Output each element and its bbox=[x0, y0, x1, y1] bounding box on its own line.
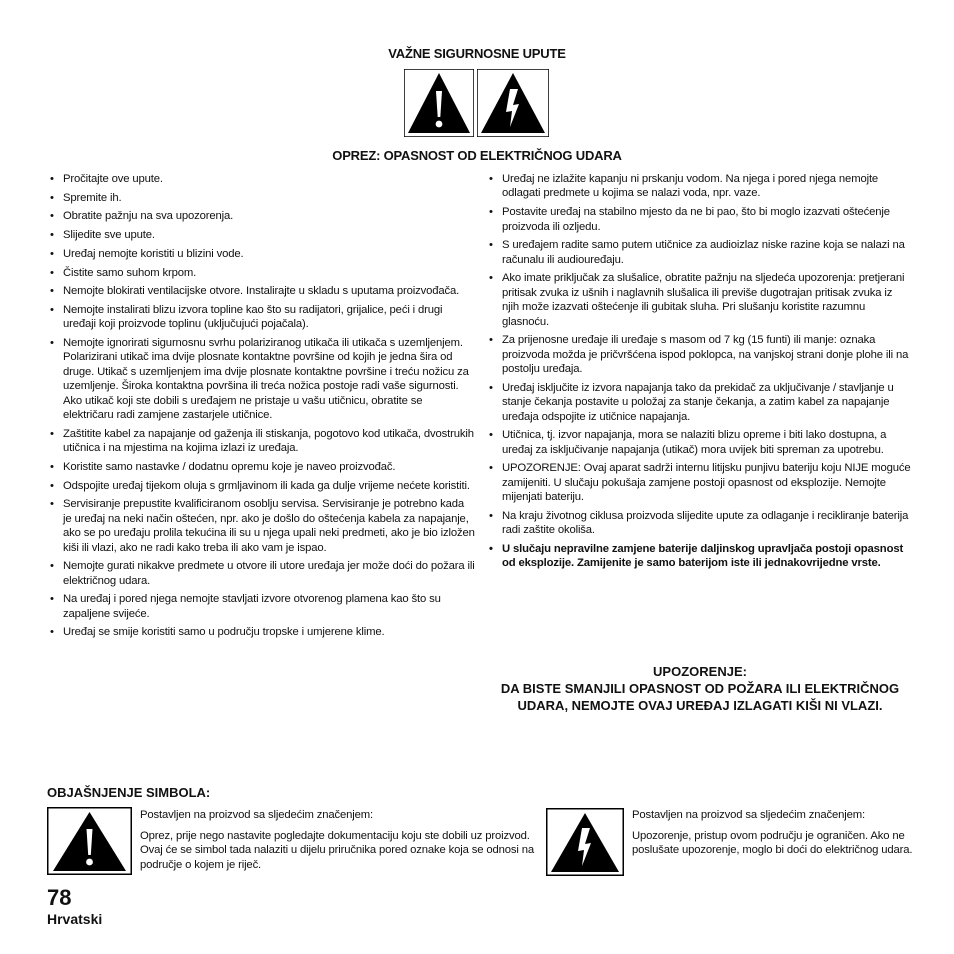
list-item: • U slučaju nepravilne zamjene baterije daljinskog upravljača postoji opasnost od eksplozije. Zamijenite je samo baterijom iste ili jednakovrijedne vrste. bbox=[489, 542, 911, 571]
list-item: • Pročitajte ove upute. bbox=[50, 172, 475, 186]
list-item: • Uređaj isključite iz izvora napajanja tako da prekidač za uključivanje / stavljanje u stanje čekanja postavite u položaj za stanje čekanja, a zatim kabel za napajanje uređaja odspojite iz utičnice napajanja. bbox=[489, 381, 911, 424]
warning-text: DA BISTE SMANJILI OPASNOST OD POŽARA ILI ELEKTRIČNOG UDARA, NEMOJTE OVAJ UREĐAJ IZLAGATI KIŠI NI VLAZI. bbox=[500, 681, 900, 713]
list-item: • Za prijenosne uređaje ili uređaje s masom od 7 kg (15 funti) ili manje: oznaka proizvoda možda je pričvršćena ispod poklopca, na vanjskoj strani donje plohe ili na postolju uređaja. bbox=[489, 333, 911, 376]
lightning-intro: Postavljen na proizvod sa sljedećim značenjem: bbox=[632, 809, 865, 821]
list-item: • Na uređaj i pored njega nemojte stavljati izvore otvorenog plamena kao što su zapaljene svijeće. bbox=[50, 592, 475, 621]
lightning-warning-icon bbox=[477, 69, 549, 142]
list-item: • Nemojte blokirati ventilacijske otvore. Instalirajte u skladu s uputama proizvođača. bbox=[50, 284, 475, 298]
exclamation-explanation bbox=[140, 808, 540, 878]
list-item: • Koristite samo nastavke / dodatnu opremu koje je naveo proizvođač. bbox=[50, 460, 475, 474]
safety-list-left bbox=[50, 172, 475, 644]
lightning-warning-icon bbox=[546, 808, 624, 881]
list-item: • Uređaj se smije koristiti samo u području tropske i umjerene klime. bbox=[50, 625, 475, 639]
symbols-heading: OBJAŠNJENJE SIMBOLA: bbox=[47, 785, 211, 800]
list-item: • Uređaj nemojte koristiti u blizini vode. bbox=[50, 247, 475, 261]
page-title: VAŽNE SIGURNOSNE UPUTE bbox=[388, 46, 566, 61]
warning-label: UPOZORENJE: bbox=[653, 664, 747, 679]
exclamation-warning-icon bbox=[47, 807, 132, 880]
list-item: • Čistite samo suhom krpom. bbox=[50, 266, 475, 280]
list-item: • Ako imate priključak za slušalice, obratite pažnju na sljedeća upozorenja: pretjerani pritisak zvuka iz ušnih i naglavnih slušalica ili previše dugotrajan pritisak zvuka iz njih može izazvati oštećenje ili gubitak sluha. Pri slušanju koristite razumnu glasnoću. bbox=[489, 271, 911, 329]
page-number: 78 bbox=[47, 885, 72, 910]
caution-heading: OPREZ: OPASNOST OD ELEKTRIČNOG UDARA bbox=[332, 148, 622, 163]
list-item: • S uređajem radite samo putem utičnice za audioizlaz niske razine koja se nalazi na računalu ili audiouređaju. bbox=[489, 238, 911, 267]
list-item: • Slijedite sve upute. bbox=[50, 228, 475, 242]
list-item: • Nemojte ignorirati sigurnosnu svrhu polariziranog utikača ili utikača s uzemljenjem. Polarizirani utikač ima dvije plosnate kontaktne površine od kojih je jedna šira od druge. Utikač s uzemljenjem ima dvije plosnate kontaktne površine i treću nožicu za uzemljenje. Široka kontaktna površina ili treća nožica postoje radi vaše sigurnosti. Ako utikač koji ste dobili s uređajem ne pristaje u vašu utičnicu, obratite se električaru radi zamjene zastarjele utičnice. bbox=[50, 336, 475, 422]
list-item: • Spremite ih. bbox=[50, 191, 475, 205]
list-item: • UPOZORENJE: Ovaj aparat sadrži internu litijsku punjivu bateriju koju NIJE moguće zamijeniti. U slučaju pokušaja zamjene postoji opasnost od eksplozije. Nemojte mijenjati bateriju. bbox=[489, 461, 911, 504]
list-item: • Uređaj ne izlažite kapanju ni prskanju vodom. Na njega i pored njega nemojte odlagati predmete u kojima se nalazi voda, npr. vaze. bbox=[489, 172, 911, 201]
list-item: • Servisiranje prepustite kvalificiranom osoblju servisa. Servisiranje je potrebno kada je uređaj na neki način oštećen, npr. ako je došlo do oštećenja kabela za napajanje, ako se po uređaju prolila tekućina ili su u njega upali neki predmeti, ako je bio izložen kiši ili vlazi, ako ne radi kako treba ili ako vam je ispao. bbox=[50, 497, 475, 555]
lightning-meaning: Upozorenje, pristup ovom području je ograničen. Ako ne poslušate upozorenje, moglo bi doći do električnog udara. bbox=[632, 829, 913, 857]
list-item: • Utičnica, tj. izvor napajanja, mora se nalaziti blizu opreme i biti lako dostupna, a uređaj za isključivanje napajanja (utikač) mora uvijek biti spreman za upotrebu. bbox=[489, 428, 911, 457]
list-item: • Postavite uređaj na stabilno mjesto da ne bi pao, što bi moglo izazvati oštećenje proizvoda ili ozljedu. bbox=[489, 205, 911, 234]
exclamation-intro: Postavljen na proizvod sa sljedećim značenjem: bbox=[140, 809, 373, 821]
list-item: • Zaštitite kabel za napajanje od gaženja ili stiskanja, pogotovo kod utikača, dvostrukih utičnica i na mjestima na kojima izlazi iz uređaja. bbox=[50, 427, 475, 456]
exclamation-warning-icon bbox=[404, 69, 474, 142]
language-label: Hrvatski bbox=[47, 911, 103, 927]
list-item: • Nemojte gurati nikakve predmete u otvore ili utore uređaja jer može doći do požara ili električnog udara. bbox=[50, 559, 475, 588]
exclamation-meaning: Oprez, prije nego nastavite pogledajte dokumentaciju koju ste dobili uz proizvod. Ovaj će se simbol tada nalaziti u dijelu priručnika pored oznake koja se odnosi na područje o kojem je riječ. bbox=[140, 829, 534, 871]
list-item: • Odspojite uređaj tijekom oluja s grmljavinom ili kada ga dulje vrijeme nećete koristiti. bbox=[50, 479, 475, 493]
fire-shock-warning bbox=[495, 663, 905, 714]
list-item: • Nemojte instalirati blizu izvora topline kao što su radijatori, grijalice, peći i drugi uređaji koji proizvode toplinu (uključujući pojačala). bbox=[50, 303, 475, 332]
list-item: • Na kraju životnog ciklusa proizvoda slijedite upute za odlaganje i recikliranje baterija radi zaštite okoliša. bbox=[489, 509, 911, 538]
list-item: • Obratite pažnju na sva upozorenja. bbox=[50, 209, 475, 223]
safety-list-right bbox=[489, 172, 911, 575]
lightning-explanation bbox=[632, 808, 922, 864]
